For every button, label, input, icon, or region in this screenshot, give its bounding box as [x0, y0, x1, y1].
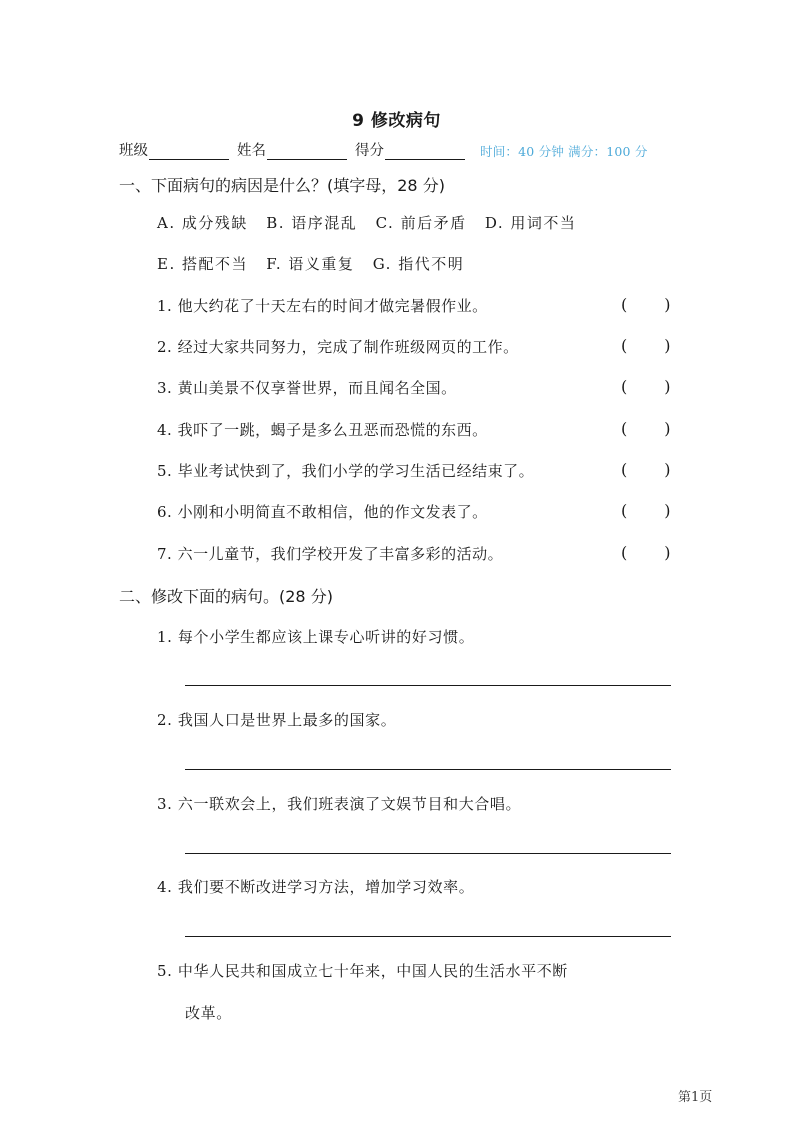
rewrite-question — [157, 960, 568, 981]
score-field[interactable] — [385, 143, 465, 160]
answer-box[interactable] — [621, 543, 671, 562]
question-text: 他大约花了十天左右的时间才做完暑假作业。 — [177, 297, 488, 315]
question-text: 我吓了一跳，蝎子是多么丑恶而恐慌的东西。 — [177, 421, 488, 439]
paren-open: ( — [621, 419, 628, 438]
question-number: 4. — [157, 421, 173, 439]
answer-box[interactable] — [621, 336, 671, 355]
question-row — [157, 460, 672, 481]
class-label: 班级 — [119, 143, 148, 159]
paren-open: ( — [621, 460, 628, 479]
name-label: 姓名 — [237, 143, 266, 159]
answer-box[interactable] — [621, 295, 671, 314]
choice-row-1 — [157, 212, 588, 233]
choice-g — [373, 253, 465, 274]
question-text: 中华人民共和国成立七十年来，中国人民的生活水平不断 — [177, 962, 568, 980]
answer-line[interactable] — [185, 769, 671, 770]
paren-close: ) — [664, 501, 671, 520]
question-text: 黄山美景不仅享誉世界，而且闻名全国。 — [177, 379, 457, 397]
question-text: 我国人口是世界上最多的国家。 — [177, 711, 397, 729]
answer-line[interactable] — [185, 936, 671, 937]
question-text: 经过大家共同努力，完成了制作班级网页的工作。 — [177, 338, 519, 356]
section2-heading: 二、修改下面的病句。(28 分) — [119, 587, 333, 606]
choice-letter: E. — [157, 255, 176, 273]
question-number: 2. — [157, 711, 173, 729]
paren-open: ( — [621, 295, 628, 314]
question-number: 3. — [157, 795, 173, 813]
question-number: 3. — [157, 379, 173, 397]
paren-close: ) — [664, 419, 671, 438]
question-row — [157, 295, 672, 316]
paren-open: ( — [621, 501, 628, 520]
student-info-row — [119, 139, 648, 160]
choice-text: 语义重复 — [288, 255, 355, 273]
choice-f — [266, 253, 354, 274]
question-number: 7. — [157, 545, 173, 563]
paren-open: ( — [621, 543, 628, 562]
choice-letter: A. — [157, 214, 176, 232]
question-number: 1. — [157, 297, 173, 315]
page-title: 9 修改病句 — [352, 111, 441, 131]
choice-e — [157, 253, 248, 274]
choice-text: 语序混乱 — [291, 214, 358, 232]
question-row — [157, 336, 672, 357]
question-number: 6. — [157, 503, 173, 521]
choice-text: 搭配不当 — [182, 255, 249, 273]
question-number: 5. — [157, 962, 173, 980]
choice-row-2 — [157, 253, 476, 274]
choice-d — [485, 212, 577, 233]
answer-line[interactable] — [185, 685, 671, 686]
choice-a — [157, 212, 248, 233]
choice-letter: F. — [266, 255, 283, 273]
question-text: 六一联欢会上，我们班表演了文娱节目和大合唱。 — [177, 795, 522, 813]
score-label: 得分 — [355, 143, 384, 159]
exam-meta: 时间：40 分钟 满分：100 分 — [480, 144, 648, 159]
question-text: 小刚和小明简直不敢相信，他的作文发表了。 — [177, 503, 488, 521]
question-row — [157, 501, 672, 522]
answer-box[interactable] — [621, 501, 671, 520]
choice-b — [266, 212, 357, 233]
choice-letter: D. — [484, 214, 505, 232]
paren-close: ) — [664, 377, 671, 396]
paren-open: ( — [621, 377, 628, 396]
choice-text: 指代不明 — [398, 255, 465, 273]
question-number: 5. — [157, 462, 173, 480]
choice-text: 用词不当 — [510, 214, 577, 232]
answer-line[interactable] — [185, 853, 671, 854]
paren-close: ) — [664, 460, 671, 479]
page-number: 第1页 — [678, 1090, 713, 1105]
choice-letter: G. — [372, 255, 392, 273]
answer-box[interactable] — [621, 419, 671, 438]
paren-close: ) — [664, 543, 671, 562]
question-number: 4. — [157, 878, 173, 896]
paren-close: ) — [664, 295, 671, 314]
rewrite-question — [157, 876, 474, 897]
question-number: 1. — [157, 628, 173, 646]
paren-close: ) — [664, 336, 671, 355]
answer-box[interactable] — [621, 460, 671, 479]
question-number: 2. — [157, 338, 173, 356]
rewrite-question — [157, 709, 396, 730]
rewrite-question-continuation: 改革。 — [185, 1004, 232, 1022]
choice-text: 成分残缺 — [181, 214, 248, 232]
question-text: 六一儿童节，我们学校开发了丰富多彩的活动。 — [177, 545, 504, 563]
question-text: 每个小学生都应该上课专心听讲的好习惯。 — [177, 628, 475, 646]
question-row — [157, 419, 672, 440]
question-text: 毕业考试快到了，我们小学的学习生活已经结束了。 — [177, 462, 535, 480]
name-field[interactable] — [267, 143, 347, 160]
question-row — [157, 377, 672, 398]
choice-c — [376, 212, 467, 233]
choice-letter: B. — [266, 214, 285, 232]
rewrite-question — [157, 793, 521, 814]
question-text: 我们要不断改进学习方法，增加学习效率。 — [177, 878, 475, 896]
paren-open: ( — [621, 336, 628, 355]
choice-letter: C. — [375, 214, 395, 232]
class-field[interactable] — [149, 143, 229, 160]
rewrite-question — [157, 626, 474, 647]
choice-text: 前后矛盾 — [400, 214, 467, 232]
answer-box[interactable] — [621, 377, 671, 396]
section1-heading: 一、下面病句的病因是什么？(填字母，28 分) — [119, 176, 445, 195]
question-row — [157, 543, 672, 564]
